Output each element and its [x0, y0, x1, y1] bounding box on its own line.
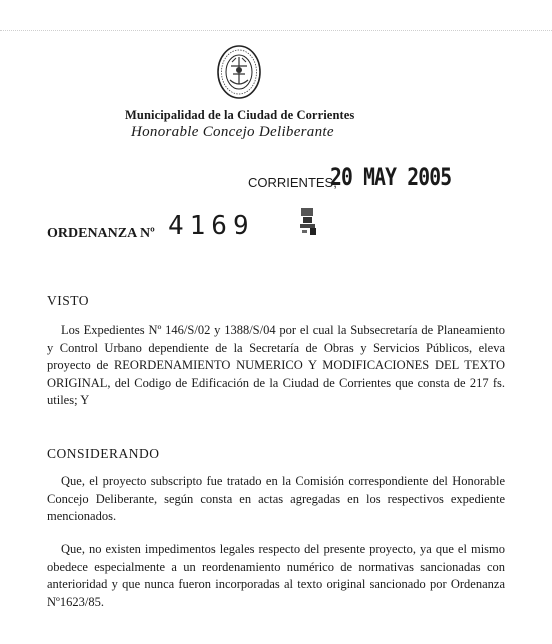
considerando-text-1: Que, el proyecto subscripto fue tratado en la Comisión correspondiente del Honorable Concejo Deliberante, según consta en actas agregadas en los respectivos expediente mencionados.: [47, 474, 505, 523]
considerando-paragraph-1: [47, 473, 505, 526]
considerando-text-2: Que, no existen impedimentos legales respecto del presente proyecto, ya que el mismo obedece especialmente a un reordenamiento numérico de normativas sancionadas con anterioridad y que nunca fueron incorporadas al texto original sancionado por Ordenanza Nº1623/85.: [47, 542, 505, 609]
ordinance-number: 4169: [168, 211, 255, 241]
council-name: Honorable Concejo Deliberante: [131, 124, 334, 140]
city-seal-icon: [216, 44, 262, 100]
visto-text: Los Expedientes Nº 146/S/02 y 1388/S/04 por el cual la Subsecretaría de Planeamiento y Control Urbano dependiente de la Secretaría de Obras y Servicios Públicos, eleva proyecto de REORDENAMIENTO NUMERICO Y MODIFICACIONES DEL TEXTO ORIGINAL, del Codigo de Edificación de la Ciudad de Corrientes que consta de 217 fs. utiles; Y: [47, 323, 505, 407]
stamp-mark-icon: [298, 206, 320, 236]
visto-heading: VISTO: [47, 293, 90, 308]
city-name: CORRIENTES,: [248, 175, 337, 190]
scan-edge-line: [0, 30, 552, 31]
municipality-name: Municipalidad de la Ciudad de Corrientes: [125, 108, 355, 122]
considerando-paragraph-2: [47, 541, 505, 611]
visto-paragraph: [47, 322, 505, 410]
ordinance-label: ORDENANZA Nº: [47, 226, 155, 241]
date-stamp: 20 MAY 2005: [330, 163, 452, 191]
considerando-heading: CONSIDERANDO: [47, 446, 160, 461]
